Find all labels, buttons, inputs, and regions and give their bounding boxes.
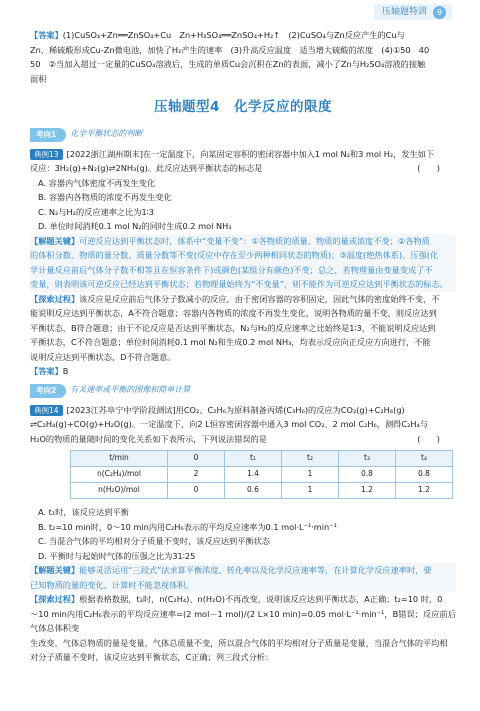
option-b: B. t₂=10 min时，0～10 min内用C₂H₆表示的平均反应速率为0.1 mol·L⁻¹·min⁻¹ (38, 521, 337, 532)
page-number: 9 (433, 6, 446, 19)
data-table (70, 450, 453, 499)
table-cell: t₄ (396, 451, 453, 467)
option-c: C. N₂与H₂的反应速率之比为1∶3 (38, 206, 155, 217)
table-cell: 1.2 (339, 483, 396, 499)
table-cell: 1.4 (225, 467, 282, 483)
option-c: C. 当混合气体的平均相对分子质量不变时，该反应达到平衡状态 (38, 536, 270, 546)
example-14-line-3: H₂O的物质的量随时间的变化关系如下表所示，下列说法错误的是 ( ) (30, 432, 456, 447)
table-cell: 0.8 (396, 467, 453, 483)
topic-2-text: 有关速率或平衡的图像和简单计算 (70, 385, 191, 395)
table-cell: 2 (168, 467, 225, 483)
table-row (71, 483, 453, 499)
example-13-label: 典例13 (30, 149, 63, 160)
section-title: 压轴题型4 化学反应的限度 (154, 99, 332, 115)
example-13-process: 【探索过程】该反应是反应前后气体分子数减小的反应，由于密闭容器的容积固定，因此气体的密度始终不变，不 能说明反应达到平衡状态，A不符合题意；容器内各物质的浓度不再发生变化，说明各物质的量不变，则反应达到 平衡状态，B符合题意；由于不论反应是否达到平衡状态，N₂与H₂的反应速率之比始终是1∶3，不能说明反应达到 平衡状态，C不符合题意；单位时间消耗0.1 mol N₂和生成0.2 mol NH₃，均表示反应向正反应方向进行，不能 说明反应达到平衡状态，D不符合题意。 (30, 293, 440, 362)
example-14-process: 【探索过程】根据表格数据，t₃时，n(C₂H₄)、n(H₂O)不再改变，说明该反应达到平衡状态，A正确；t₂=10 时，0 ～10 min内用C₂H₆表示的平均反应速率=(2 mol－1 mol)/(2 L×10 min)=0.05 mol·L⁻¹·min⁻¹，B错误；反应前后气体总体积变 生改变，气体总物质的量是变量，气体总质量不变，所以混合气体的平均相对分子质量是变量，当混合气体的平均相 对分子质量不变时，该反应达到平衡状态，C正确；列三段式分析： (30, 594, 456, 662)
table-cell: t₂ (282, 451, 339, 467)
top-answer-line-1: 【答案】(1)CuSO₄+Zn══ZnSO₄+Cu Zn+H₂SO₄══ZnSO₄+H₂↑ (2)CuSO₄与Zn反应产生的Cu与 (30, 30, 405, 40)
process-label: 【探索过程】 (30, 594, 80, 604)
example-14-line-1: 典例14 [2023江苏阜宁中学阶段测试]用CO₂、C₂H₆为原料制备丙烯(C₃H₆)的反应为CO₂(g)+C₂H₆(g) (30, 403, 456, 418)
page-header (0, 0, 480, 26)
option-d: D. 平衡时与起始时气体的压强之比为31∶25 (38, 550, 196, 561)
example-13-line-1: 典例13 [2022浙江湖州期末]在一定温度下，向某固定容积的密闭容器中加入1 mol N₂和3 mol H₂，发生如下 (30, 147, 456, 162)
key-label: 【解题关键】 (30, 565, 80, 575)
table-cell: t/min (71, 451, 168, 467)
topic-1-label: 考向1 (30, 128, 66, 142)
table-row (71, 467, 453, 483)
table-cell: t₃ (339, 451, 396, 467)
example-14-line-2: ⇌C₂H₄(g)+CO(g)+H₂O(g)。一定温度下，向2 L恒容密闭容器中通入3 mol CO₂、2 mol C₂H₆，测得C₂H₄与 (30, 419, 428, 429)
table-cell: 1.2 (396, 483, 453, 499)
example-14-label: 典例14 (30, 405, 63, 416)
page-content (30, 28, 456, 665)
key-label: 【解题关键】 (30, 235, 80, 246)
table-cell: 0.6 (225, 483, 282, 499)
table-cell: 0.8 (339, 467, 396, 483)
topic-1-text: 化学平衡状态的判断 (70, 129, 143, 139)
topic-1-heading (30, 127, 456, 143)
example-14 (30, 403, 456, 665)
example-13-line-2: 反应：3H₂(g)+N₂(g)⇌2NH₃(g)。此反应达到平衡状态的标志是 ( ) (30, 161, 456, 176)
top-answer-line-4: 面积 (30, 73, 47, 84)
answer-label: 【答案】 (30, 366, 63, 376)
option-a: A. 容器内气体密度不再发生变化 (38, 177, 156, 188)
topic-2-label: 考向2 (30, 384, 66, 398)
section-label: 压轴题特训 (381, 7, 427, 17)
table-cell: 0 (168, 483, 225, 499)
example-13 (30, 147, 456, 379)
process-label: 【探索过程】 (30, 293, 80, 304)
option-a: A. t₁时，该反应达到平衡 (38, 507, 129, 517)
option-d: D. 单位时间消耗0.1 mol N₂的同时生成0.2 mol NH₃ (38, 221, 232, 231)
table-cell: 0 (168, 451, 225, 467)
top-answer-line-3: 50 ②当加入超过一定量的CuSO₄溶液后，生成的单质Cu会沉积在Zn的表面，减小了Zn与H₂SO₄溶液的接触 (30, 59, 426, 69)
answer-paren: ( ) (417, 433, 440, 444)
table-cell: n(C₂H₄)/mol (71, 467, 168, 483)
table-cell: 1 (282, 483, 339, 499)
example-14-key: 【解题关键】能够灵活运用“三段式”法求算平衡浓度、转化率以及化学反应速率等，在计算化学反应速率时，要 已知物质的量的变化，计算时不能忽视体积。 (30, 563, 456, 592)
top-answer-block (30, 28, 456, 86)
table-cell: 1 (282, 467, 339, 483)
answer-paren: ( ) (417, 163, 440, 173)
answer-label: 【答案】 (30, 30, 63, 40)
section-badge (374, 4, 452, 20)
option-b: B. 容器内各物质的浓度不再发生变化 (38, 192, 172, 202)
example-13-answer: 【答案】B (30, 364, 456, 379)
topic-2-heading (30, 383, 456, 399)
table-header-row (71, 451, 453, 467)
example-13-key: 【解题关键】可逆反应达到平衡状态时，体系中“变量不变”：①各物质的质量、物质的量或浓度不变；②各物质 的体积分数、物质的量分数、质量分数等不变(反应中存在至少两种相同状态的物质)；③温度(绝热体系)、压强(化 学计量反应前后气体分子数不相等且在恒容条件下)或颜色(某组分有颜色)不变；总之，若物理量由变量变成了不 变量，则表明该可逆反应已经达到平衡状态；若物理量始终为“不变量”，则不能作为可逆反应达到平衡状态的标志。 (30, 234, 456, 292)
table-cell: n(H₂O)/mol (71, 483, 168, 499)
top-answer-line-2: Zn、稀硫酸形成Cu-Zn微电池，加快了H₂产生的速率 (3)升高反应温度 适当增大硫酸的浓度 (4)①50 40 (30, 44, 430, 55)
table-cell: t₁ (225, 451, 282, 467)
